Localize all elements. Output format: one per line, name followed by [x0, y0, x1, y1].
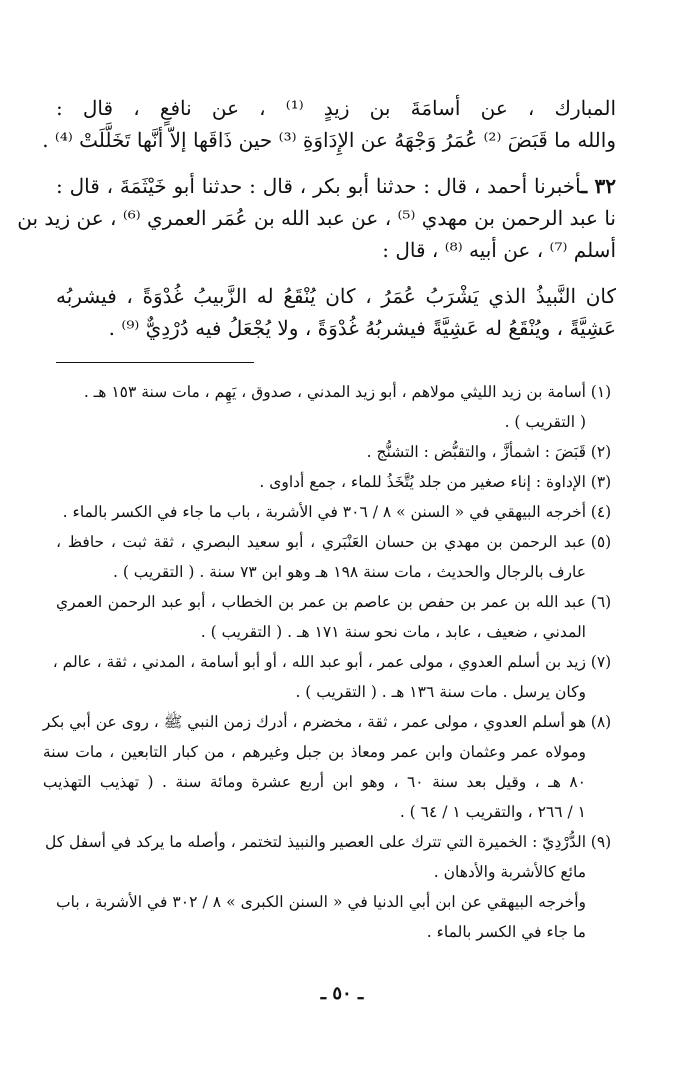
footnote-number: (٩) [590, 833, 612, 851]
footnote-line: هو أسلم العدوي ، مولى عمر ، ثقة ، مخضرم ، أدرك زمن النبي ﷺ ، روى عن أبي بكر [42, 713, 586, 731]
footnote-number: (٧) [590, 653, 612, 671]
quote-line-2: عَشِيَّةً ، ويُنْقَعُ له عَشِيَّةً فيشربُهُ غُدْوَةً ، ولا يُجْعَلُ فيه دُرْدِيٌّ ⁽⁹⁾ . [108, 316, 616, 340]
footnote-line: عارف بالرجال والحديث ، مات سنة ١٩٨ هـ وهو ابن ٧٣ سنة . ( التقريب ) . [112, 563, 586, 581]
footnote-number: (٨) [590, 713, 612, 731]
footnote-line: ومولاه عمر وعثمان وابن عمر ومعاذ بن جبل وغيرهم ، من كبار التابعين ، مات سنة [42, 743, 586, 761]
footnote-line: عبد الله بن عمر بن حفص بن عاصم بن عمر بن الخطاب ، أبو عبد الرحمن العمري [56, 593, 586, 611]
body-line-2: والله ما قَبَضَ ⁽²⁾ عُمَرُ وَجْهَهُ عن الإِدَاوَةِ ⁽³⁾ حين ذَاقَها إلاّ أنَّها تَخَلَّلَتْ ⁽⁴⁾ . [42, 128, 616, 152]
footnote-5 [56, 527, 616, 587]
page-content [17, 92, 616, 947]
footnote-line: قَبَضَ : اشمأزَّ ، والتقبُّض : التشنُّج . [366, 443, 586, 461]
footnote-line: ١ / ٢٦٦ ، والتقريب ١ / ٦٤ ) . [399, 803, 586, 821]
footnote-line: أخرجه البيهقي في « السنن » ٨ / ٣٠٦ في الأشربة ، باب ما جاء في الكسر بالماء . [62, 503, 586, 521]
footnote-line: زيد بن أسلم العدوي ، مولى عمر ، أبو عبد الله ، أو أبو أسامة ، المدني ، ثقة ، عالم ، [52, 653, 586, 671]
footnote-number: (٥) [590, 533, 612, 551]
footnote-number: (٢) [590, 443, 612, 461]
footnote-2 [56, 437, 616, 467]
footnote-line: ( التقريب ) . [504, 413, 586, 431]
para-32-line-3: أسلم ⁽⁷⁾ ، عن أبيه ⁽⁸⁾ ، قال : [382, 238, 616, 262]
footnote-line: مائع كالأشربة والأدهان . [433, 863, 586, 881]
footnote-line: وأخرجه البيهقي عن ابن أبي الدنيا في « السنن الكبرى » ٨ / ٣٠٢ في الأشربة ، باب [56, 893, 586, 911]
footnote-8 [42, 707, 616, 827]
footnote-line: ما جاء في الكسر بالماء . [426, 923, 586, 941]
footnote-line: عبد الرحمن بن مهدي بن حسان العَنْبَري ، أبو سعيد البصري ، ثقة ثبت ، حافظ ، [56, 533, 586, 551]
footnote-number: (١) [590, 383, 612, 401]
footnote-line: الدُّرْدِيّ : الخميرة التي تترك على العصير والنبيذ لتختمر ، وأصله ما يركد في أسفل كل [45, 833, 586, 851]
footnote-number: (٤) [590, 503, 612, 521]
body-line-1: المبارك ، عن أسامَةَ بن زيدٍ ⁽¹⁾ ، عن نافعٍ ، قال : [56, 96, 616, 120]
footnote-line: المدني ، ضعيف ، عابد ، مات نحو سنة ١٧١ هـ . ( التقريب ) . [200, 623, 586, 641]
footnotes [42, 377, 616, 947]
footnote-7 [52, 647, 616, 707]
footnote-9-continuation [56, 887, 616, 947]
footnote-3 [56, 467, 616, 497]
para-32-number: ٣٢ ـ [581, 174, 616, 198]
footnote-1 [56, 377, 616, 437]
footnote-number: (٦) [590, 593, 612, 611]
quote-line-1: كان النَّبيذُ الذي يَشْرَبُ عُمَرُ ، كان يُنْقَعُ له الزَّبيبُ غُدْوَةً ، فيشربُه [56, 284, 616, 308]
footnote-6 [56, 587, 616, 647]
footnote-9 [45, 827, 616, 887]
footnote-line: الإداوة : إناء صغير من جلد يُتَّخَذُ للماء ، جمع أداوى . [259, 473, 586, 491]
footnote-4 [56, 497, 616, 527]
footnote-line: وكان يرسل . مات سنة ١٣٦ هـ . ( التقريب ) . [295, 683, 586, 701]
para-32-text-1: أخبرنا أحمد ، قال : حدثنا أبو بكر ، قال : حدثنا أبو خَيْثَمَةَ ، قال : [56, 174, 582, 198]
footnote-divider [56, 362, 254, 363]
footnote-number: (٣) [590, 473, 612, 491]
page-number: ـ ٥٠ ـ [320, 983, 364, 1004]
footnote-line: أسامة بن زيد الليثي مولاهم ، أبو زيد المدني ، صدوق ، يَهِم ، مات سنة ١٥٣ هـ . [83, 383, 586, 401]
para-32-line-1 [56, 170, 616, 202]
para-32-line-2: نا عبد الرحمن بن مهدي ⁽⁵⁾ ، عن عبد الله بن عُمَر العمري ⁽⁶⁾ ، عن زيد بن [17, 206, 616, 230]
footnote-line: ٨٠ هـ ، وقيل بعد سنة ٦٠ ، وهو ابن أربع عشرة ومائة سنة . ( تهذيب التهذيب [42, 773, 586, 791]
